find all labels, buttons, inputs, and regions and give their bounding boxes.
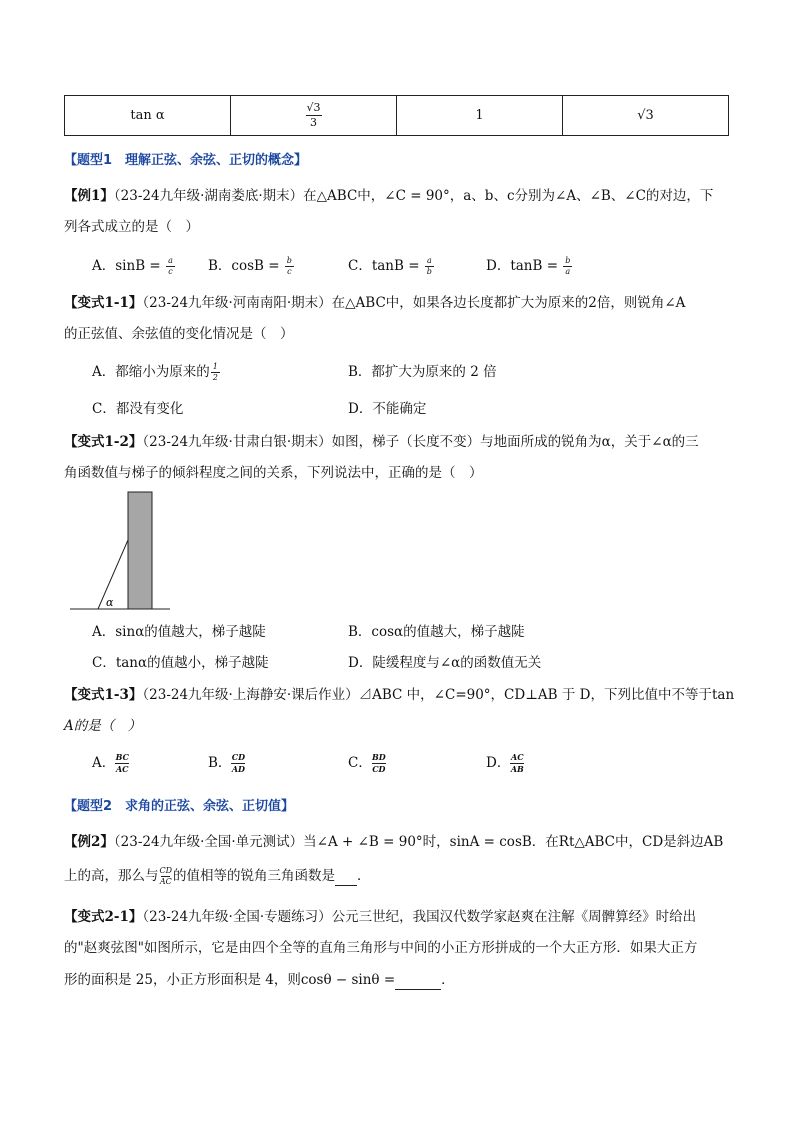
example-1-stem-line2: 列各式成立的是（ ） [64, 219, 199, 235]
variant-1-1-option-d: D．不能确定 [348, 401, 427, 417]
example-1-option-d: D．tanB = $\frac{b}{a}$ [486, 256, 571, 276]
variant-1-1-option-c: C．都没有变化 [92, 401, 184, 417]
example-1-option-b: B．cosB = $\frac{b}{c}$ [208, 256, 292, 276]
variant-1-2-option-d: D．陡缓程度与∠α的函数值无关 [348, 655, 542, 671]
variant-1-1-option-b: B．都扩大为原来的 2 倍 [348, 364, 497, 380]
ladder-wall-figure [70, 488, 180, 616]
example-2-stem-line2: 上的高，那么与 $\frac{CD}{AC}$ 的值相等的锐角三角函数是 ． [64, 866, 371, 886]
variant-2-1-stem-line1: 【变式2-1】（23-24九年级·全国·专题练习）公元三世纪，我国汉代数学家赵爽在注解《周髀算经》时给出 [64, 909, 697, 925]
variant-1-2-stem-line2: 角函数值与梯子的倾斜程度之间的关系，下列说法中，正确的是（ ） [64, 465, 483, 481]
angle-alpha-label: α [106, 596, 114, 609]
variant-1-3-stem-line1: 【变式1-3】（23-24九年级·上海静安·课后作业）⊿ABC 中，∠C=90°，CD⊥AB 于 D，下列比值中不等于tan [64, 687, 735, 703]
variant-1-2-stem-line1: 【变式1-2】（23-24九年级·甘肃白银·期末）如图，梯子（长度不变）与地面所成的锐角为α，关于∠α的三 [64, 434, 699, 450]
answer-blank[interactable] [335, 871, 357, 886]
variant-2-1-stem-line2: 的"赵爽弦图"如图所示，它是由四个全等的直角三角形与中间的小正方形拼成的一个大正方形．如果大正方 [64, 940, 698, 956]
example-1-option-a: A．sinB = $\frac{a}{c}$ [92, 256, 176, 276]
trig-value-table-row [64, 95, 729, 136]
variant-1-3-option-c: C． $\frac{BD}{CD}$ [348, 752, 386, 774]
variant-1-1-option-a: A．都缩小为原来的 $\frac{1}{2}$ [92, 362, 218, 382]
variant-1-2-option-a: A．sinα的值越大，梯子越陡 [92, 624, 266, 640]
variant-1-3-option-a: A． $\frac{BC}{AC}$ [92, 752, 129, 774]
section-heading-2: 【题型2 求角的正弦、余弦、正切值】 [64, 799, 295, 814]
variant-1-1-stem-line1: 【变式1-1】（23-24九年级·河南南阳·期末）在△ABC中，如果各边长度都扩大为原来的2倍，则锐角∠A [64, 295, 686, 311]
example-2-stem-line1: 【例2】（23-24九年级·全国·单元测试）当∠A + ∠B = 90°时，sinA = cosB．在Rt△ABC中，CD是斜边AB [64, 834, 724, 850]
table-cell-function: tan α [65, 96, 231, 135]
table-cell-one: 1 [397, 96, 563, 135]
example-1-option-c: C．tanB = $\frac{a}{b}$ [348, 256, 432, 276]
table-cell-sqrt3: √3 [637, 108, 654, 123]
answer-blank[interactable] [395, 975, 441, 990]
table-cell-sqrt3-over-3: $\frac{√3}{3}$ [231, 96, 397, 135]
variant-1-2-option-b: B．cosα的值越大，梯子越陡 [348, 624, 525, 640]
section-heading-1: 【题型1 理解正弦、余弦、正切的概念】 [64, 153, 308, 168]
variant-1-2-option-c: C．tanα的值越小，梯子越陡 [92, 655, 269, 671]
variant-1-3-option-b: B． $\frac{CD}{AD}$ [208, 752, 246, 774]
variant-1-1-stem-line2: 的正弦值、余弦值的变化情况是（ ） [64, 326, 294, 342]
variant-1-3-stem-line2: A的是（ ） [64, 718, 142, 734]
example-1-stem-line1: 【例1】（23-24九年级·湖南娄底·期末）在△ABC中，∠C = 90°，a、b、c分别为∠A、∠B、∠C的对边，下 [64, 188, 714, 204]
variant-1-3-option-d: D． $\frac{AC}{AB}$ [486, 752, 524, 774]
variant-2-1-stem-line3: 形的面积是 25，小正方形面积是 4，则cosθ − sinθ = ． [64, 972, 455, 988]
